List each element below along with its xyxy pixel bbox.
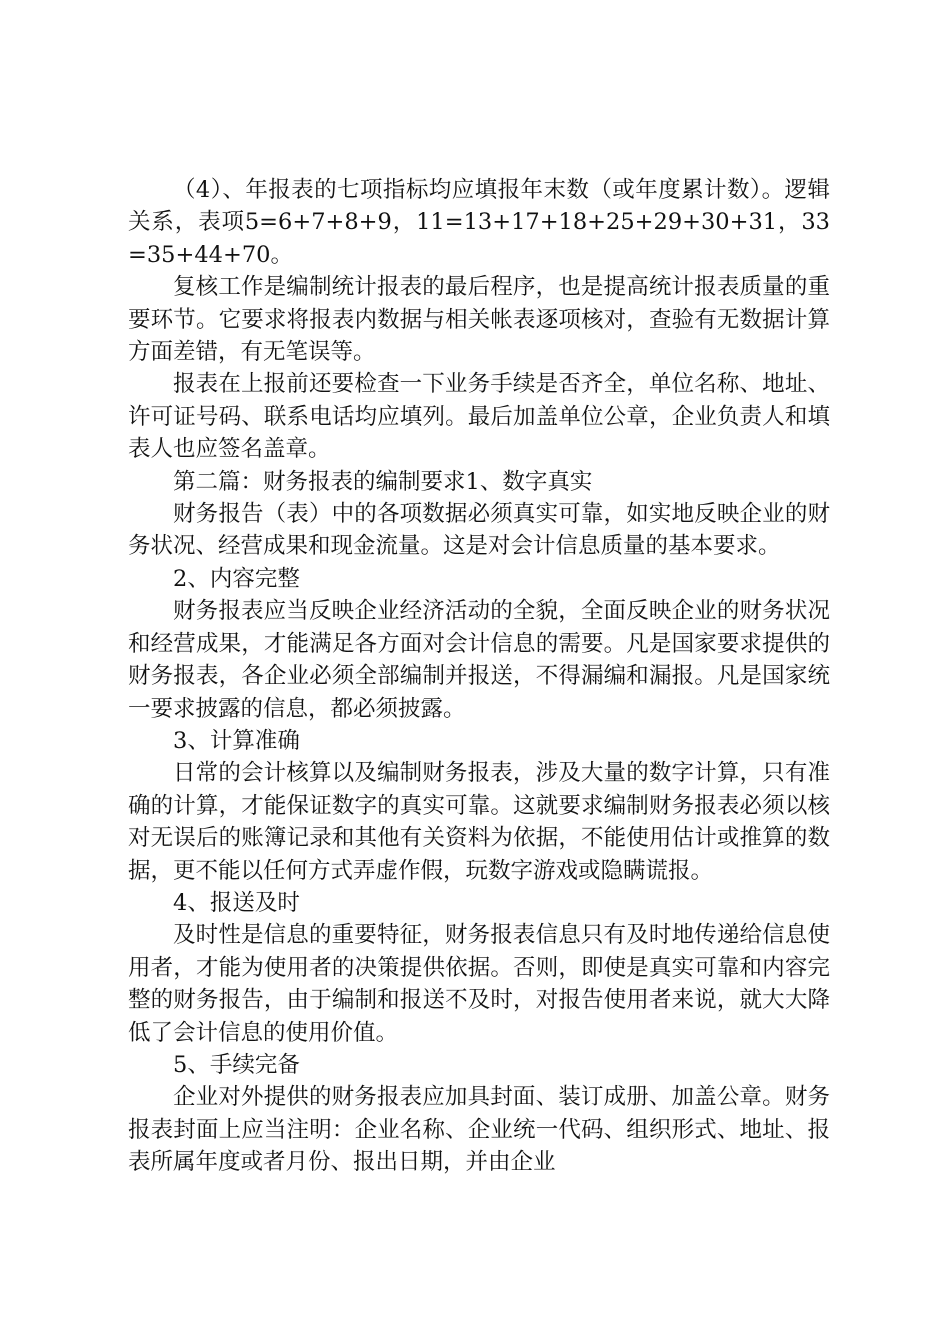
paragraph-complete-procedures: 企业对外提供的财务报表应加具封面、装订成册、加盖公章。财务报表封面上应当注明：企业名称、企业统一代码、组织形式、地址、报表所属年度或者月份、报出日期，并由企业 [128, 1084, 830, 1176]
paragraph-timely-submission: 及时性是信息的重要特征，财务报表信息只有及时地传递给信息使用者，才能为使用者的决策提供依据。否则，即使是真实可靠和内容完整的财务报告，由于编制和报送不及时，对报告使用者来说，就大大降低了会计信息的使用价值。 [128, 922, 830, 1046]
paragraph-review-work: 复核工作是编制统计报表的最后程序，也是提高统计报表质量的重要环节。它要求将报表内数据与相关帐表逐项核对，查验有无数据计算方面差错，有无笔误等。 [128, 274, 830, 366]
document-body [128, 174, 830, 1179]
paragraph-annual-report-indicators: （4）、年报表的七项指标均应填报年末数（或年度累计数）。逻辑关系，表项5=6+7+8+9，11=13+17+18+25+29+30+31，33=35+44+70。 [128, 177, 830, 268]
section-heading-content-complete: 2、内容完整 [173, 565, 300, 592]
section-heading-complete-procedures: 5、手续完备 [173, 1051, 300, 1078]
paragraph-pre-submission-check: 报表在上报前还要检查一下业务手续是否齐全，单位名称、地址、许可证号码、联系电话均应填列。最后加盖单位公章，企业负责人和填表人也应签名盖章。 [128, 371, 830, 463]
paragraph-content-complete: 财务报表应当反映企业经济活动的全貌，全面反映企业的财务状况和经营成果，才能满足各方面对会计信息的需要。凡是国家要求提供的财务报表，各企业必须全部编制并报送，不得漏编和漏报。凡是国家统一要求披露的信息，都必须披露。 [128, 598, 830, 722]
section-heading-calculation-accurate: 3、计算准确 [173, 727, 300, 754]
paragraph-calculation-accurate: 日常的会计核算以及编制财务报表，涉及大量的数字计算，只有准确的计算，才能保证数字的真实可靠。这就要求编制财务报表必须以核对无误后的账簿记录和其他有关资料为依据，不能使用估计或推算的数据，更不能以任何方式弄虚作假，玩数字游戏或隐瞒谎报。 [128, 760, 830, 884]
section-heading-part-two: 第二篇：财务报表的编制要求1、数字真实 [173, 468, 593, 495]
section-heading-timely-submission: 4、报送及时 [173, 889, 300, 916]
paragraph-data-truthful: 财务报告（表）中的各项数据必须真实可靠，如实地反映企业的财务状况、经营成果和现金流量。这是对会计信息质量的基本要求。 [128, 501, 830, 560]
